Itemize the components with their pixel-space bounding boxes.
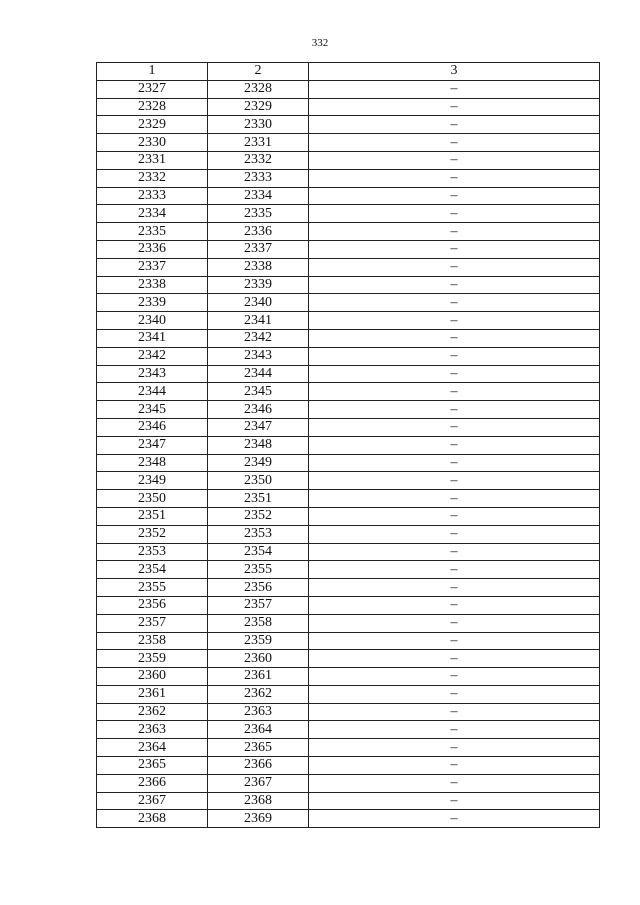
cell-column-2: 2338 [208,258,309,276]
table-row [97,792,600,810]
table-row [97,703,600,721]
cell-column-1: 2358 [97,632,208,650]
cell-column-3: – [309,490,600,508]
cell-column-2: 2359 [208,632,309,650]
table-row [97,258,600,276]
cell-column-2: 2330 [208,116,309,134]
table-row [97,579,600,597]
cell-column-1: 2362 [97,703,208,721]
cell-column-1: 2334 [97,205,208,223]
cell-column-1: 2357 [97,614,208,632]
table-row [97,490,600,508]
table-row [97,454,600,472]
cell-column-2: 2355 [208,561,309,579]
cell-column-3: – [309,98,600,116]
page-number: 332 [311,37,329,49]
cell-column-1: 2350 [97,490,208,508]
table-row [97,472,600,490]
table-row [97,810,600,828]
cell-column-2: 2333 [208,169,309,187]
cell-column-1: 2345 [97,401,208,419]
cell-column-1: 2360 [97,668,208,686]
table-row [97,757,600,775]
table-row [97,721,600,739]
cell-column-1: 2351 [97,507,208,525]
cell-column-3: – [309,543,600,561]
cell-column-2: 2347 [208,418,309,436]
cell-column-1: 2346 [97,418,208,436]
cell-column-2: 2343 [208,347,309,365]
cell-column-1: 2363 [97,721,208,739]
cell-column-2: 2342 [208,329,309,347]
table-row [97,739,600,757]
table-row [97,596,600,614]
cell-column-3: – [309,418,600,436]
cell-column-2: 2357 [208,596,309,614]
cell-column-3: – [309,187,600,205]
cell-column-1: 2364 [97,739,208,757]
cell-column-2: 2351 [208,490,309,508]
cell-column-2: 2339 [208,276,309,294]
cell-column-2: 2346 [208,401,309,419]
cell-column-2: 2362 [208,685,309,703]
cell-column-3: – [309,294,600,312]
table-row [97,276,600,294]
cell-column-1: 2347 [97,436,208,454]
cell-column-1: 2329 [97,116,208,134]
cell-column-1: 2335 [97,223,208,241]
data-table [96,62,600,828]
cell-column-2: 2332 [208,151,309,169]
cell-column-3: – [309,436,600,454]
cell-column-2: 2350 [208,472,309,490]
cell-column-2: 2348 [208,436,309,454]
cell-column-3: – [309,401,600,419]
cell-column-1: 2355 [97,579,208,597]
table-row [97,187,600,205]
cell-column-3: – [309,329,600,347]
cell-column-2: 2363 [208,703,309,721]
table-row [97,401,600,419]
table-row [97,312,600,330]
table-row [97,525,600,543]
cell-column-2: 2341 [208,312,309,330]
cell-column-3: – [309,632,600,650]
table-row [97,668,600,686]
cell-column-1: 2343 [97,365,208,383]
cell-column-2: 2353 [208,525,309,543]
cell-column-3: – [309,703,600,721]
cell-column-3: – [309,134,600,152]
column-header-2: 2 [208,63,309,81]
cell-column-3: – [309,668,600,686]
cell-column-1: 2352 [97,525,208,543]
cell-column-3: – [309,365,600,383]
cell-column-2: 2360 [208,650,309,668]
cell-column-1: 2330 [97,134,208,152]
cell-column-1: 2340 [97,312,208,330]
cell-column-2: 2365 [208,739,309,757]
table-row [97,80,600,98]
cell-column-3: – [309,347,600,365]
table-row [97,561,600,579]
cell-column-1: 2327 [97,80,208,98]
cell-column-2: 2352 [208,507,309,525]
cell-column-1: 2338 [97,276,208,294]
cell-column-2: 2328 [208,80,309,98]
cell-column-2: 2364 [208,721,309,739]
cell-column-1: 2336 [97,240,208,258]
cell-column-3: – [309,276,600,294]
table-row [97,383,600,401]
table-row [97,365,600,383]
cell-column-2: 2340 [208,294,309,312]
cell-column-3: – [309,472,600,490]
cell-column-2: 2349 [208,454,309,472]
table-row [97,347,600,365]
cell-column-3: – [309,614,600,632]
table-row [97,507,600,525]
cell-column-2: 2336 [208,223,309,241]
cell-column-3: – [309,507,600,525]
table-row [97,98,600,116]
cell-column-3: – [309,169,600,187]
table-row [97,543,600,561]
cell-column-1: 2353 [97,543,208,561]
cell-column-3: – [309,810,600,828]
cell-column-2: 2337 [208,240,309,258]
cell-column-2: 2329 [208,98,309,116]
table-row [97,223,600,241]
table-body [97,80,600,827]
table-row [97,151,600,169]
table-row [97,116,600,134]
cell-column-3: – [309,454,600,472]
cell-column-3: – [309,116,600,134]
cell-column-1: 2331 [97,151,208,169]
cell-column-1: 2342 [97,347,208,365]
cell-column-1: 2361 [97,685,208,703]
table-row [97,436,600,454]
cell-column-3: – [309,80,600,98]
cell-column-3: – [309,383,600,401]
table-header-row [97,63,600,81]
table-row [97,205,600,223]
cell-column-1: 2344 [97,383,208,401]
cell-column-1: 2332 [97,169,208,187]
cell-column-2: 2358 [208,614,309,632]
cell-column-3: – [309,312,600,330]
cell-column-2: 2367 [208,774,309,792]
cell-column-3: – [309,774,600,792]
cell-column-2: 2366 [208,757,309,775]
cell-column-3: – [309,205,600,223]
cell-column-3: – [309,792,600,810]
cell-column-1: 2366 [97,774,208,792]
table-row [97,240,600,258]
cell-column-1: 2367 [97,792,208,810]
cell-column-3: – [309,561,600,579]
cell-column-1: 2365 [97,757,208,775]
cell-column-3: – [309,650,600,668]
table-row [97,134,600,152]
cell-column-1: 2337 [97,258,208,276]
cell-column-1: 2341 [97,329,208,347]
cell-column-2: 2356 [208,579,309,597]
table-row [97,294,600,312]
cell-column-2: 2334 [208,187,309,205]
cell-column-2: 2368 [208,792,309,810]
table-row [97,650,600,668]
cell-column-2: 2344 [208,365,309,383]
cell-column-3: – [309,739,600,757]
cell-column-3: – [309,525,600,543]
cell-column-1: 2356 [97,596,208,614]
cell-column-3: – [309,151,600,169]
cell-column-3: – [309,579,600,597]
cell-column-1: 2348 [97,454,208,472]
cell-column-1: 2368 [97,810,208,828]
table-row [97,614,600,632]
table-row [97,685,600,703]
cell-column-2: 2331 [208,134,309,152]
table-row [97,632,600,650]
cell-column-1: 2333 [97,187,208,205]
cell-column-2: 2335 [208,205,309,223]
table-header [97,63,600,81]
cell-column-3: – [309,258,600,276]
cell-column-3: – [309,240,600,258]
cell-column-3: – [309,757,600,775]
table-row [97,329,600,347]
cell-column-2: 2369 [208,810,309,828]
cell-column-1: 2339 [97,294,208,312]
table-row [97,418,600,436]
cell-column-3: – [309,596,600,614]
cell-column-2: 2345 [208,383,309,401]
cell-column-1: 2354 [97,561,208,579]
cell-column-3: – [309,223,600,241]
column-header-1: 1 [97,63,208,81]
cell-column-1: 2328 [97,98,208,116]
cell-column-1: 2349 [97,472,208,490]
table-row [97,774,600,792]
cell-column-2: 2361 [208,668,309,686]
cell-column-3: – [309,721,600,739]
table-row [97,169,600,187]
cell-column-3: – [309,685,600,703]
column-header-3: 3 [309,63,600,81]
cell-column-1: 2359 [97,650,208,668]
cell-column-2: 2354 [208,543,309,561]
